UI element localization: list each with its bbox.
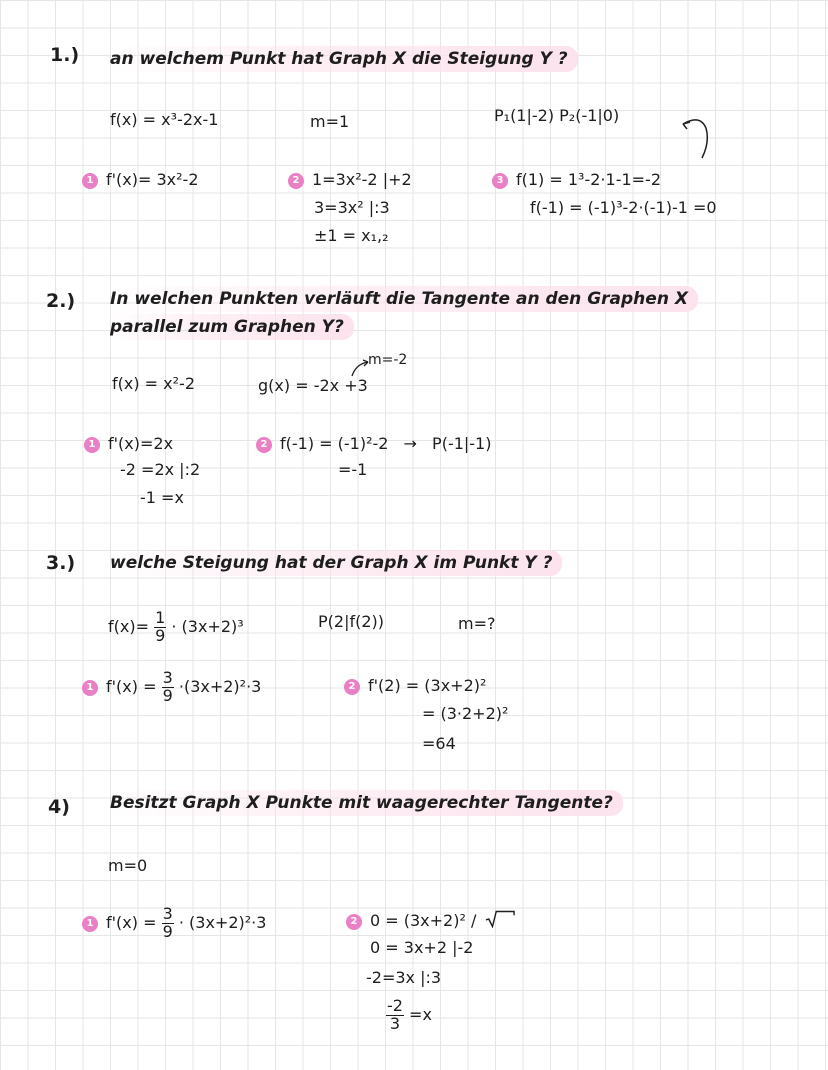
step-badge: 1 (82, 916, 98, 932)
fraction-numerator: 3 (162, 668, 173, 687)
section-1-step-1 (82, 170, 199, 189)
section-1-step-3-line-2: f(-1) = (-1)³-2·(-1)-1 =0 (530, 198, 717, 217)
section-4-question: Besitzt Graph X Punkte mit waagerechter Tangente? (104, 790, 623, 816)
section-3-number: 3.) (46, 552, 76, 574)
step-badge: 2 (256, 437, 272, 453)
fraction-rest: =x (409, 1004, 432, 1024)
section-1-number: 1.) (50, 44, 80, 66)
section-1-step-2 (288, 170, 412, 189)
section-2-step-2-line-2: =-1 (338, 460, 368, 479)
section-3-slope: m=? (458, 614, 496, 633)
section-1-step-3 (492, 170, 661, 189)
step-prefix: f'(x) = (106, 912, 157, 932)
section-2-step-1-line-2: -2 =2x |:2 (120, 460, 201, 479)
section-2-step-1-line-3: -1 =x (140, 488, 184, 507)
fraction-denominator: 9 (155, 625, 166, 645)
section-1-step-2-line-2: 3=3x² |:3 (314, 198, 390, 217)
section-3-step-2-line-2: = (3·2+2)² (422, 704, 509, 723)
fraction (154, 610, 166, 645)
section-4-step-1 (82, 906, 266, 941)
step-text: f'(2) = (3x+2)² (368, 676, 487, 695)
section-1-points: P₁(1|-2) P₂(-1|0) (494, 106, 620, 125)
section-2-question-line-2: parallel zum Graphen Y? (104, 314, 354, 340)
section-3-function (108, 610, 244, 645)
function-prefix: f(x)= (108, 616, 149, 636)
section-3-step-2 (344, 676, 486, 695)
step-badge: 2 (346, 914, 362, 930)
section-3-step-1 (82, 670, 261, 705)
section-2-question-line-1: In welchen Punkten verläuft die Tangente an den Graphen X (104, 286, 698, 312)
note-arrow-icon (350, 358, 372, 378)
fraction (386, 998, 404, 1033)
step-text: 1=3x²-2 |+2 (312, 170, 412, 189)
step-badge: 2 (288, 173, 304, 189)
section-3-point: P(2|f(2)) (318, 612, 384, 631)
fraction-numerator: 1 (155, 608, 166, 627)
section-4-step-2-line-3: -2=3x |:3 (366, 968, 442, 987)
section-3-question: welche Steigung hat der Graph X im Punkt Y ? (104, 550, 562, 576)
square-root-icon (485, 910, 515, 928)
section-1-step-2-line-3: ±1 = x₁,₂ (314, 226, 389, 245)
fraction (162, 670, 174, 705)
curved-arrow-icon (680, 114, 710, 162)
section-3-step-2-line-3: =64 (422, 734, 456, 753)
step-prefix: f'(x) = (106, 676, 157, 696)
fraction-denominator: 3 (389, 1013, 401, 1033)
section-2-function-g: g(x) = -2x +3 (258, 376, 368, 395)
section-2-function-f: f(x) = x²-2 (112, 374, 195, 393)
step-text: f'(x)=2x (108, 434, 174, 453)
step-badge: 2 (344, 679, 360, 695)
section-4-step-2 (346, 910, 515, 930)
step-rest: ·(3x+2)²·3 (178, 676, 262, 696)
step-text: f(-1) = (-1)²-2 (280, 434, 389, 453)
step-text: f(1) = 1³-2·1-1=-2 (516, 170, 661, 189)
fraction-numerator: 3 (162, 904, 173, 923)
section-1-function: f(x) = x³-2x-1 (110, 110, 219, 129)
step-badge: 1 (84, 437, 100, 453)
step-rest: · (3x+2)²·3 (178, 912, 267, 932)
section-4-step-2-line-4 (386, 998, 432, 1033)
step-text: 0 = (3x+2)² / (370, 911, 477, 930)
fraction-denominator: 9 (162, 685, 173, 705)
fraction-numerator: -2 (387, 996, 403, 1015)
section-4-slope: m=0 (108, 856, 148, 875)
section-2-result-point: P(-1|-1) (432, 434, 492, 453)
step-text: f'(x)= 3x²-2 (106, 170, 199, 189)
section-4-step-2-line-2: 0 = 3x+2 |-2 (370, 938, 474, 957)
step-badge: 1 (82, 173, 98, 189)
section-2-slope-note: m=-2 (368, 352, 408, 368)
section-2-number: 2.) (46, 290, 76, 312)
section-2-step-1 (84, 434, 173, 453)
fraction-denominator: 9 (162, 921, 173, 941)
step-badge: 1 (82, 680, 98, 696)
section-2-step-2 (256, 434, 491, 453)
step-badge: 3 (492, 173, 508, 189)
arrow-icon: → (403, 434, 417, 453)
function-rest: · (3x+2)³ (171, 616, 244, 636)
section-4-number: 4) (48, 796, 70, 818)
section-1-slope: m=1 (310, 112, 350, 131)
section-1-question: an welchem Punkt hat Graph X die Steigung Y ? (104, 46, 578, 72)
fraction (162, 906, 174, 941)
